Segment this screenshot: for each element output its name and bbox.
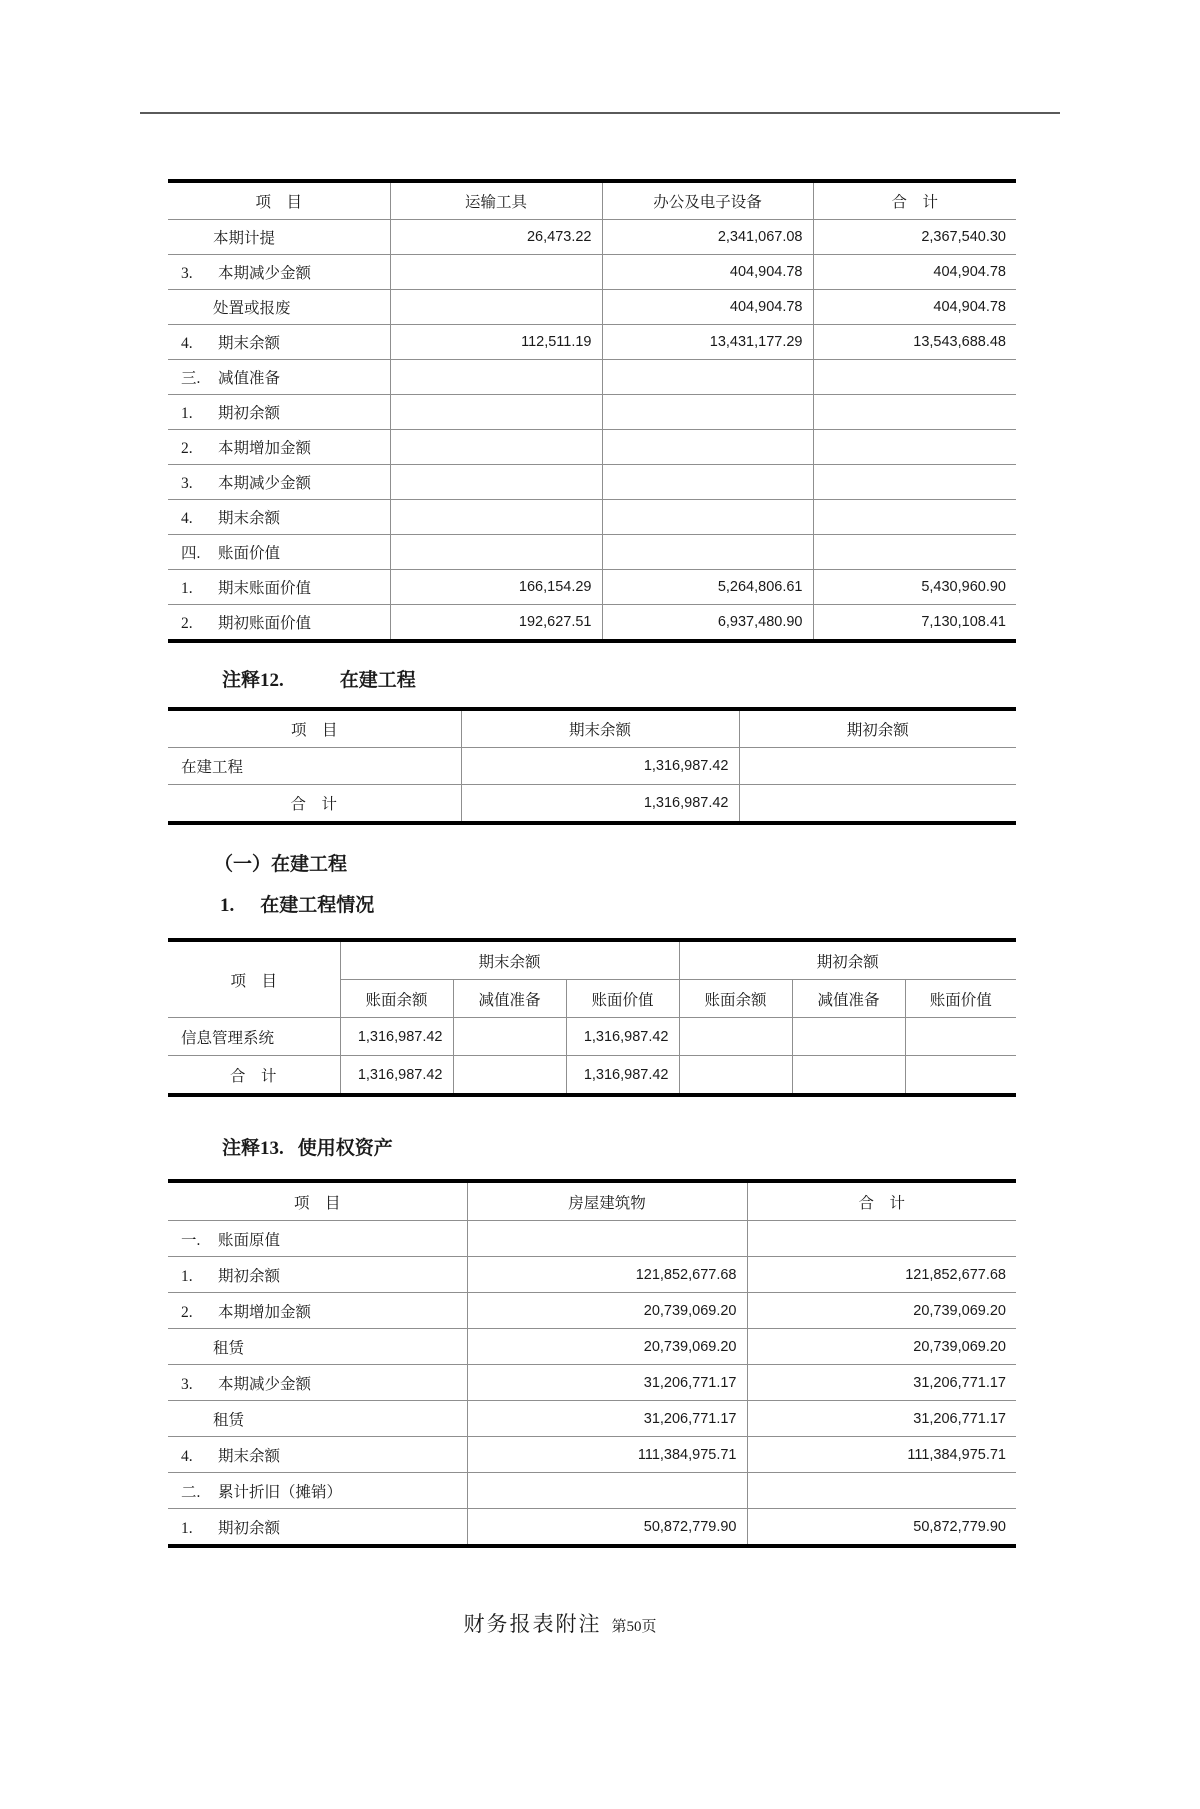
row-value-cell: 26,473.22 — [390, 220, 602, 255]
row-label-cell — [168, 570, 390, 605]
row-label-cell — [168, 1509, 467, 1547]
table-group-header-row — [168, 940, 1016, 980]
table-row — [168, 748, 1016, 785]
row-value-cell — [602, 395, 813, 430]
subheader-book-value: 账面价值 — [905, 980, 1016, 1018]
table-row — [168, 570, 1016, 605]
cip-detail-heading — [220, 894, 1200, 918]
note13-heading — [222, 1137, 1200, 1161]
row-value-cell — [390, 430, 602, 465]
row-value-cell — [813, 535, 1016, 570]
row-number: 2. — [181, 1303, 193, 1321]
row-number: 一. — [181, 1231, 201, 1249]
row-value-cell — [813, 395, 1016, 430]
table-row — [168, 1329, 1016, 1365]
note12-heading — [222, 669, 1200, 693]
row-value-cell — [390, 465, 602, 500]
row-label-cell — [168, 500, 390, 535]
row-number: 3. — [181, 1375, 193, 1393]
footer-page-number: 第50页 — [611, 1619, 657, 1635]
row-value-cell: 404,904.78 — [602, 290, 813, 325]
row-label-cell — [168, 220, 390, 255]
fixed-assets-depreciation-table — [168, 179, 1016, 643]
row-value-cell: 166,154.29 — [390, 570, 602, 605]
row-label: 本期减少金额 — [218, 1375, 312, 1393]
row-label: 租赁 — [213, 1411, 245, 1429]
row-label-cell — [168, 1437, 467, 1473]
row-value-cell — [602, 430, 813, 465]
row-value-cell — [739, 785, 1016, 824]
row-value-cell: 7,130,108.41 — [813, 605, 1016, 642]
row-label: 合 计 — [229, 1067, 277, 1085]
row-value-cell — [390, 255, 602, 290]
row-value-cell: 1,316,987.42 — [340, 1056, 453, 1096]
row-label: 期初账面价值 — [218, 615, 312, 632]
row-value-cell — [739, 748, 1016, 785]
page-header-rule — [140, 112, 1060, 114]
subheader-impairment: 减值准备 — [792, 980, 905, 1018]
row-value-cell — [905, 1018, 1016, 1056]
row-label-cell — [168, 325, 390, 360]
row-value-cell — [390, 535, 602, 570]
table-header-row — [168, 1181, 1016, 1221]
note13-title: 使用权资产 — [297, 1138, 393, 1159]
table-row — [168, 605, 1016, 642]
row-value-cell — [467, 1221, 747, 1257]
row-value-cell — [792, 1056, 905, 1096]
row-label: 减值准备 — [218, 370, 281, 387]
group-header-ending-balance: 期末余额 — [340, 940, 679, 980]
row-value-cell: 2,341,067.08 — [602, 220, 813, 255]
right-of-use-assets-table — [168, 1179, 1016, 1548]
row-label-cell — [168, 1329, 467, 1365]
footer-title: 财务报表附注 — [463, 1612, 602, 1636]
row-label: 期末余额 — [218, 1447, 281, 1465]
table-row — [168, 325, 1016, 360]
row-label-cell — [168, 465, 390, 500]
column-header-buildings: 房屋建筑物 — [467, 1181, 747, 1221]
row-value-cell — [679, 1056, 792, 1096]
subheader-book-value: 账面价值 — [566, 980, 679, 1018]
row-value-cell: 31,206,771.17 — [747, 1365, 1016, 1401]
row-label: 本期增加金额 — [218, 1303, 312, 1321]
table-row — [168, 1365, 1016, 1401]
row-value-cell: 20,739,069.20 — [467, 1329, 747, 1365]
row-label: 租赁 — [213, 1339, 245, 1357]
row-label-cell — [168, 395, 390, 430]
row-value-cell: 121,852,677.68 — [747, 1257, 1016, 1293]
row-value-cell — [813, 500, 1016, 535]
row-label-cell — [168, 1221, 467, 1257]
table-row — [168, 1473, 1016, 1509]
cip-detail-heading-number: 1. — [220, 895, 235, 916]
row-value-cell — [390, 500, 602, 535]
column-header-item: 项 目 — [168, 181, 390, 220]
row-value-cell — [905, 1056, 1016, 1096]
row-number: 2. — [181, 615, 193, 632]
row-value-cell — [813, 465, 1016, 500]
row-label-cell — [168, 1293, 467, 1329]
row-label-cell — [168, 785, 461, 824]
table-row — [168, 1509, 1016, 1547]
table-row — [168, 465, 1016, 500]
row-number: 三. — [181, 370, 201, 387]
table-row — [168, 395, 1016, 430]
row-label: 处置或报废 — [213, 300, 291, 317]
column-header-item: 项 目 — [168, 1181, 467, 1221]
table-header-row — [168, 181, 1016, 220]
row-number: 3. — [181, 265, 193, 282]
row-number: 1. — [181, 580, 193, 597]
row-label: 本期计提 — [213, 230, 276, 247]
row-value-cell: 13,543,688.48 — [813, 325, 1016, 360]
row-label: 本期减少金额 — [218, 265, 312, 282]
cip-summary-table — [168, 707, 1016, 825]
row-label: 账面原值 — [218, 1231, 281, 1249]
row-value-cell: 2,367,540.30 — [921, 229, 1006, 245]
row-value-cell: 5,264,806.61 — [602, 570, 813, 605]
row-value-cell: 111,384,975.71 — [747, 1437, 1016, 1473]
column-header-ending-balance: 期末余额 — [461, 709, 739, 748]
column-header-item: 项 目 — [168, 940, 340, 1018]
table-row — [168, 1056, 1016, 1096]
page-footer — [0, 1608, 1120, 1638]
row-label-cell — [168, 1257, 467, 1293]
row-value-cell: 13,431,177.29 — [602, 325, 813, 360]
row-label-cell — [168, 1365, 467, 1401]
row-value-cell — [390, 395, 602, 430]
row-number: 4. — [181, 510, 193, 527]
row-number: 1. — [181, 1519, 193, 1537]
table-row — [168, 785, 1016, 824]
row-label-cell — [168, 535, 390, 570]
subheader-book-balance: 账面余额 — [679, 980, 792, 1018]
row-label: 期初余额 — [218, 405, 281, 422]
row-value-cell: 192,627.51 — [390, 605, 602, 642]
row-number: 1. — [181, 1267, 193, 1285]
row-number: 4. — [181, 335, 193, 352]
column-header-beginning-balance: 期初余额 — [739, 709, 1016, 748]
row-value-cell: 1,316,987.42 — [340, 1018, 453, 1056]
row-label: 账面价值 — [218, 545, 281, 562]
row-label-cell — [168, 430, 390, 465]
row-number: 3. — [181, 475, 193, 492]
row-value-cell — [747, 1221, 1016, 1257]
row-value-cell — [813, 430, 1016, 465]
row-label: 期末余额 — [218, 335, 281, 352]
row-label: 在建工程 — [181, 759, 244, 776]
row-value-cell: 6,937,480.90 — [602, 605, 813, 642]
row-label: 期初余额 — [218, 1519, 281, 1537]
row-label: 合 计 — [290, 796, 337, 813]
table-row — [168, 1018, 1016, 1056]
column-header-total: 合 计 — [747, 1181, 1016, 1221]
row-label: 信息管理系统 — [181, 1029, 275, 1047]
column-header-office-equipment: 办公及电子设备 — [602, 181, 813, 220]
table-row — [168, 255, 1016, 290]
note13-number: 注释13. — [222, 1138, 284, 1159]
row-label-cell — [168, 255, 390, 290]
table-row — [168, 1221, 1016, 1257]
cip-detail-table — [168, 938, 1016, 1097]
row-value-cell — [792, 1018, 905, 1056]
table-row — [168, 430, 1016, 465]
table-row — [168, 535, 1016, 570]
row-label-cell — [168, 605, 390, 642]
column-header-item: 项 目 — [168, 709, 461, 748]
row-value-cell: 1,316,987.42 — [566, 1056, 679, 1096]
row-value-cell — [679, 1018, 792, 1056]
table-row — [168, 360, 1016, 395]
row-value-cell: 5,430,960.90 — [813, 570, 1016, 605]
row-label: 本期增加金额 — [218, 440, 312, 457]
column-header-total: 合 计 — [813, 181, 1016, 220]
row-label-cell — [168, 1401, 467, 1437]
table-header-row — [168, 709, 1016, 748]
row-value-cell — [747, 1473, 1016, 1509]
row-label: 本期减少金额 — [218, 475, 312, 492]
row-value-cell: 1,316,987.42 — [461, 785, 739, 824]
row-label-cell — [168, 748, 461, 785]
cip-detail-heading-text: 在建工程情况 — [260, 895, 375, 916]
row-value-cell: 112,511.19 — [390, 325, 602, 360]
row-value-cell — [453, 1018, 566, 1056]
row-value-cell: 404,904.78 — [813, 255, 1016, 290]
row-label: 期末账面价值 — [218, 580, 312, 597]
row-label-cell — [168, 1018, 340, 1056]
document-page — [0, 112, 1200, 1638]
row-value-cell: 111,384,975.71 — [467, 1437, 747, 1473]
row-label-cell — [168, 1473, 467, 1509]
cip-sub-heading — [214, 853, 1200, 877]
subheader-impairment: 减值准备 — [453, 980, 566, 1018]
row-number: 4. — [181, 1447, 193, 1465]
row-value-cell: 404,904.78 — [813, 290, 1016, 325]
row-label: 期初余额 — [218, 1267, 281, 1285]
cip-sub-heading-text: （一）在建工程 — [214, 854, 348, 875]
row-value-cell: 20,739,069.20 — [747, 1293, 1016, 1329]
row-label: 期末余额 — [218, 510, 281, 527]
row-label-cell — [168, 360, 390, 395]
table-row — [168, 1437, 1016, 1473]
row-value-cell: 1,316,987.42 — [566, 1018, 679, 1056]
row-value-cell — [813, 360, 1016, 395]
row-number: 二. — [181, 1483, 201, 1501]
row-label-cell — [168, 290, 390, 325]
group-header-beginning-balance: 期初余额 — [679, 940, 1016, 980]
row-value-cell — [390, 290, 602, 325]
row-label-cell — [168, 1056, 340, 1096]
row-value-cell — [602, 465, 813, 500]
row-number: 四. — [181, 545, 201, 562]
table-row — [168, 1257, 1016, 1293]
row-value-cell — [453, 1056, 566, 1096]
column-header-vehicles: 运输工具 — [390, 181, 602, 220]
table-row — [168, 1293, 1016, 1329]
note12-title: 在建工程 — [339, 670, 416, 691]
row-value-cell: 20,739,069.20 — [747, 1329, 1016, 1365]
table-row — [168, 220, 1016, 255]
row-value-cell — [467, 1473, 747, 1509]
row-value-cell — [602, 500, 813, 535]
row-value-cell: 1,316,987.42 — [461, 748, 739, 785]
table-row — [168, 500, 1016, 535]
row-value-cell: 31,206,771.17 — [467, 1401, 747, 1437]
table-row — [168, 1401, 1016, 1437]
row-number: 2. — [181, 440, 193, 457]
row-value-cell: 50,872,779.90 — [467, 1509, 747, 1547]
row-value-cell: 50,872,779.90 — [747, 1509, 1016, 1547]
row-value-cell: 20,739,069.20 — [467, 1293, 747, 1329]
subheader-book-balance: 账面余额 — [340, 980, 453, 1018]
note12-number: 注释12. — [222, 670, 284, 691]
row-value-cell: 31,206,771.17 — [747, 1401, 1016, 1437]
row-value-cell: 121,852,677.68 — [467, 1257, 747, 1293]
row-value-cell: 404,904.78 — [602, 255, 813, 290]
row-value-cell: 31,206,771.17 — [467, 1365, 747, 1401]
row-label: 累计折旧（摊销） — [218, 1483, 343, 1501]
row-value-cell — [602, 360, 813, 395]
row-value-cell — [602, 535, 813, 570]
row-value-cell — [390, 360, 602, 395]
row-number: 1. — [181, 405, 193, 422]
table-row — [168, 290, 1016, 325]
